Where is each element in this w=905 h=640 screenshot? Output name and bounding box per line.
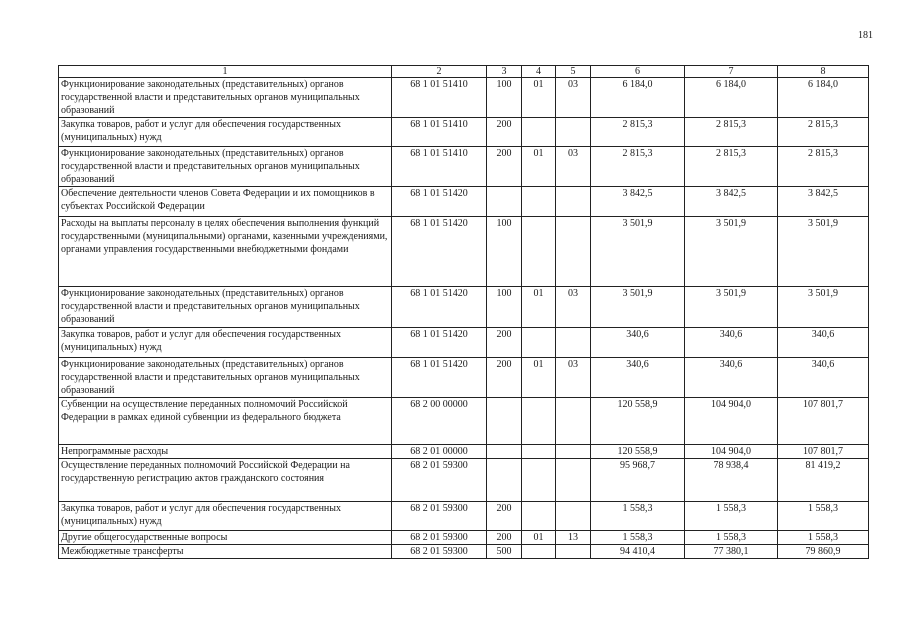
expense-name-cell: Функционирование законодательных (представительных) органов государственной власти и представительных органов муниципальных образований [59,358,392,398]
amount-year3-cell: 1 558,3 [778,502,869,531]
target-code-cell: 68 2 01 59300 [392,531,487,545]
section-cell [522,445,556,459]
amount-year3-cell: 340,6 [778,328,869,358]
subsection-cell [556,328,591,358]
section-cell [522,398,556,445]
expense-name-cell: Функционирование законодательных (представительных) органов государственной власти и представительных органов муниципальных образований [59,147,392,187]
column-header-2: 2 [392,66,487,78]
amount-year1-cell: 1 558,3 [591,502,685,531]
amount-year1-cell: 340,6 [591,358,685,398]
target-code-cell: 68 2 01 00000 [392,445,487,459]
expense-name-cell: Межбюджетные трансферты [59,545,392,559]
section-cell [522,502,556,531]
table-header-row [59,66,869,78]
subsection-cell [556,459,591,502]
column-header-6: 6 [591,66,685,78]
target-code-cell: 68 2 00 00000 [392,398,487,445]
amount-year3-cell: 1 558,3 [778,531,869,545]
section-cell [522,118,556,147]
amount-year2-cell: 77 380,1 [685,545,778,559]
subsection-cell: 03 [556,78,591,118]
table-row [59,459,869,502]
table-row [59,328,869,358]
table-row [59,147,869,187]
subsection-cell [556,398,591,445]
expense-type-cell: 100 [487,78,522,118]
target-code-cell: 68 1 01 51410 [392,78,487,118]
page-number: 181 [858,30,873,41]
expense-name-cell: Субвенции на осуществление переданных полномочий Российской Федерации в рамках единой субвенции из федерального бюджета [59,398,392,445]
expense-type-cell: 200 [487,531,522,545]
expense-type-cell: 200 [487,502,522,531]
amount-year2-cell: 104 904,0 [685,398,778,445]
amount-year1-cell: 120 558,9 [591,445,685,459]
expense-name-cell: Непрограммные расходы [59,445,392,459]
subsection-cell [556,502,591,531]
section-cell: 01 [522,147,556,187]
section-cell [522,545,556,559]
target-code-cell: 68 2 01 59300 [392,502,487,531]
amount-year1-cell: 95 968,7 [591,459,685,502]
subsection-cell: 03 [556,358,591,398]
table-row [59,502,869,531]
amount-year2-cell: 2 815,3 [685,118,778,147]
subsection-cell [556,445,591,459]
expense-name-cell: Другие общегосударственные вопросы [59,531,392,545]
expense-type-cell: 200 [487,147,522,187]
subsection-cell [556,217,591,287]
amount-year1-cell: 120 558,9 [591,398,685,445]
table-row [59,187,869,217]
expense-type-cell: 200 [487,328,522,358]
expense-type-cell: 500 [487,545,522,559]
amount-year3-cell: 2 815,3 [778,118,869,147]
amount-year2-cell: 340,6 [685,328,778,358]
table-row [59,445,869,459]
expense-name-cell: Закупка товаров, работ и услуг для обеспечения государственных (муниципальных) нужд [59,328,392,358]
amount-year3-cell: 3 501,9 [778,217,869,287]
subsection-cell: 03 [556,287,591,328]
amount-year1-cell: 3 501,9 [591,217,685,287]
amount-year3-cell: 340,6 [778,358,869,398]
expense-type-cell: 100 [487,217,522,287]
target-code-cell: 68 1 01 51420 [392,358,487,398]
amount-year1-cell: 1 558,3 [591,531,685,545]
amount-year1-cell: 2 815,3 [591,118,685,147]
expense-type-cell: 200 [487,118,522,147]
amount-year2-cell: 3 501,9 [685,217,778,287]
target-code-cell: 68 1 01 51420 [392,217,487,287]
expense-name-cell: Обеспечение деятельности членов Совета Федерации и их помощников в субъектах Российской Федерации [59,187,392,217]
section-cell: 01 [522,78,556,118]
column-header-3: 3 [487,66,522,78]
subsection-cell: 03 [556,147,591,187]
column-header-1: 1 [59,66,392,78]
amount-year2-cell: 3 842,5 [685,187,778,217]
expense-name-cell: Расходы на выплаты персоналу в целях обеспечения выполнения функций государственными (муниципальными) органами, казенными учреждениями, органами управления государственными внебюджетными фондами [59,217,392,287]
amount-year2-cell: 6 184,0 [685,78,778,118]
subsection-cell [556,118,591,147]
section-cell [522,217,556,287]
target-code-cell: 68 1 01 51420 [392,328,487,358]
amount-year3-cell: 6 184,0 [778,78,869,118]
expense-name-cell: Функционирование законодательных (представительных) органов государственной власти и представительных органов муниципальных образований [59,78,392,118]
table-row [59,545,869,559]
table-row [59,217,869,287]
column-header-5: 5 [556,66,591,78]
section-cell: 01 [522,531,556,545]
table-row [59,398,869,445]
expense-name-cell: Функционирование законодательных (представительных) органов государственной власти и представительных органов муниципальных образований [59,287,392,328]
table-row [59,287,869,328]
subsection-cell [556,187,591,217]
section-cell [522,328,556,358]
column-header-7: 7 [685,66,778,78]
expense-type-cell [487,445,522,459]
table-row [59,118,869,147]
amount-year3-cell: 2 815,3 [778,147,869,187]
amount-year2-cell: 340,6 [685,358,778,398]
target-code-cell: 68 1 01 51420 [392,187,487,217]
amount-year3-cell: 107 801,7 [778,398,869,445]
amount-year2-cell: 104 904,0 [685,445,778,459]
expense-type-cell [487,398,522,445]
amount-year3-cell: 107 801,7 [778,445,869,459]
table-row [59,78,869,118]
budget-table [58,65,869,559]
table-row [59,531,869,545]
table-body [59,78,869,559]
section-cell: 01 [522,358,556,398]
expense-name-cell: Закупка товаров, работ и услуг для обеспечения государственных (муниципальных) нужд [59,118,392,147]
target-code-cell: 68 2 01 59300 [392,459,487,502]
amount-year3-cell: 3 842,5 [778,187,869,217]
target-code-cell: 68 2 01 59300 [392,545,487,559]
section-cell [522,187,556,217]
amount-year1-cell: 3 501,9 [591,287,685,328]
subsection-cell: 13 [556,531,591,545]
amount-year1-cell: 2 815,3 [591,147,685,187]
amount-year2-cell: 78 938,4 [685,459,778,502]
amount-year1-cell: 94 410,4 [591,545,685,559]
subsection-cell [556,545,591,559]
amount-year3-cell: 79 860,9 [778,545,869,559]
amount-year1-cell: 6 184,0 [591,78,685,118]
table-row [59,358,869,398]
amount-year3-cell: 3 501,9 [778,287,869,328]
amount-year2-cell: 1 558,3 [685,531,778,545]
amount-year1-cell: 3 842,5 [591,187,685,217]
amount-year1-cell: 340,6 [591,328,685,358]
amount-year2-cell: 3 501,9 [685,287,778,328]
section-cell: 01 [522,287,556,328]
amount-year2-cell: 2 815,3 [685,147,778,187]
expense-type-cell: 200 [487,358,522,398]
column-header-8: 8 [778,66,869,78]
expense-name-cell: Осуществление переданных полномочий Российской Федерации на государственную регистрацию актов гражданского состояния [59,459,392,502]
section-cell [522,459,556,502]
expense-type-cell: 100 [487,287,522,328]
expense-name-cell: Закупка товаров, работ и услуг для обеспечения государственных (муниципальных) нужд [59,502,392,531]
target-code-cell: 68 1 01 51410 [392,118,487,147]
expense-type-cell [487,459,522,502]
column-header-4: 4 [522,66,556,78]
amount-year2-cell: 1 558,3 [685,502,778,531]
amount-year3-cell: 81 419,2 [778,459,869,502]
target-code-cell: 68 1 01 51420 [392,287,487,328]
expense-type-cell [487,187,522,217]
target-code-cell: 68 1 01 51410 [392,147,487,187]
